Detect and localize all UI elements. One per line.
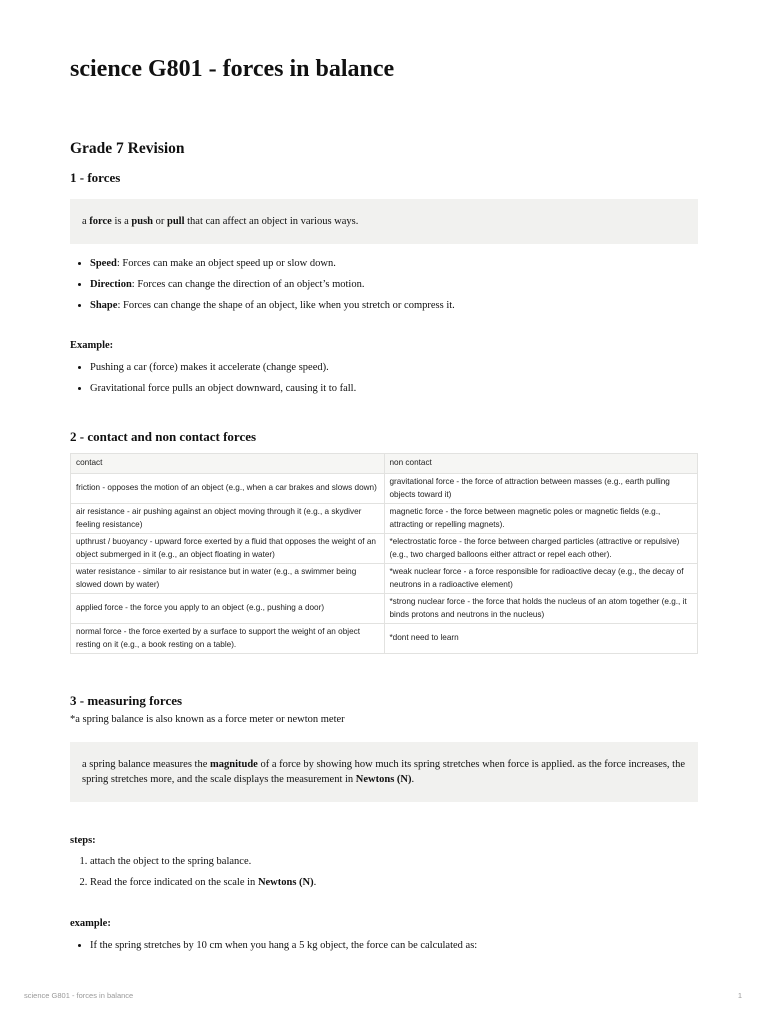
table-row [71,564,698,594]
table-cell: magnetic force - the force between magnetic poles or magnetic fields (e.g., attracting or repelling magnets). [384,504,698,534]
table-row [71,474,698,504]
list-item: • Speed: Forces can make an object speed up or slow down. [90,253,455,274]
table-cell: normal force - the force exerted by a surface to support the weight of an object resting on it (e.g., a book resting on a table). [71,624,385,654]
table-row [71,504,698,534]
table-cell: friction - opposes the motion of an object (e.g., when a car brakes and slows down) [71,474,385,504]
steps-list [70,851,316,893]
column-header: non contact [384,454,698,474]
force-effects-list [70,253,455,316]
steps-label: steps: [70,835,96,846]
examples-list [70,357,356,399]
examples-list-2 [70,935,477,956]
table-cell: *weak nuclear force - a force responsible for radioactive decay (e.g., the decay of neutrons in a radioactive element) [384,564,698,594]
table-row [71,534,698,564]
spring-balance-callout: a spring balance measures the magnitude of a force by showing how much its spring stretches when force is applied. as the force increases, the spring stretches more, and the scale displays the measurement in Newtons (N). [70,742,698,802]
section-2-heading: 2 - contact and non contact forces [70,429,257,444]
section-3-heading: 3 - measuring forces [70,693,183,708]
list-item: 1. attach the object to the spring balance. [90,851,316,872]
table-row [71,594,698,624]
section-1-heading: 1 - forces [70,170,121,185]
list-item: • Direction: Forces can change the direction of an object’s motion. [90,274,455,295]
table-cell: *strong nuclear force - the force that holds the nucleus of an atom together (e.g., it binds protons and neutrons in the nucleus) [384,594,698,624]
spring-balance-note: *a spring balance is also known as a force meter or newton meter [70,714,345,725]
table-row [71,624,698,654]
list-item: • Shape: Forces can change the shape of an object, like when you stretch or compress it. [90,295,455,316]
table-cell: *dont need to learn [384,624,698,654]
table-cell: *electrostatic force - the force between charged particles (attractive or repulsive) (e.g., two charged balloons either attract or repel each other). [384,534,698,564]
table-cell: applied force - the force you apply to an object (e.g., pushing a door) [71,594,385,624]
column-header: contact [71,454,385,474]
table-header-row [71,454,698,474]
forces-table [70,453,698,654]
table-cell: water resistance - similar to air resistance but in water (e.g., a swimmer being slowed down by water) [71,564,385,594]
list-item: • If the spring stretches by 10 cm when you hang a 5 kg object, the force can be calculated as: [90,935,477,956]
page-title: science G801 - forces in balance [70,56,395,82]
page-number: 1 [737,991,742,1000]
table-cell: gravitational force - the force of attraction between masses (e.g., earth pulling objects toward it) [384,474,698,504]
list-item: 2. Read the force indicated on the scale in Newtons (N). [90,872,316,893]
list-item: • Gravitational force pulls an object downward, causing it to fall. [90,378,356,399]
example-label-2: example: [70,918,111,929]
table-cell: air resistance - air pushing against an object moving through it (e.g., a skydiver feeling resistance) [71,504,385,534]
example-label: Example: [70,340,114,351]
table-cell: upthrust / buoyancy - upward force exerted by a fluid that opposes the weight of an object submerged in it (e.g., an object floating in water) [71,534,385,564]
footer-title: science G801 - forces in balance [24,991,134,1000]
grade-heading: Grade 7 Revision [70,140,185,157]
list-item: • Pushing a car (force) makes it accelerate (change speed). [90,357,356,378]
force-definition-callout: a force is a push or pull that can affect an object in various ways. [70,199,698,244]
